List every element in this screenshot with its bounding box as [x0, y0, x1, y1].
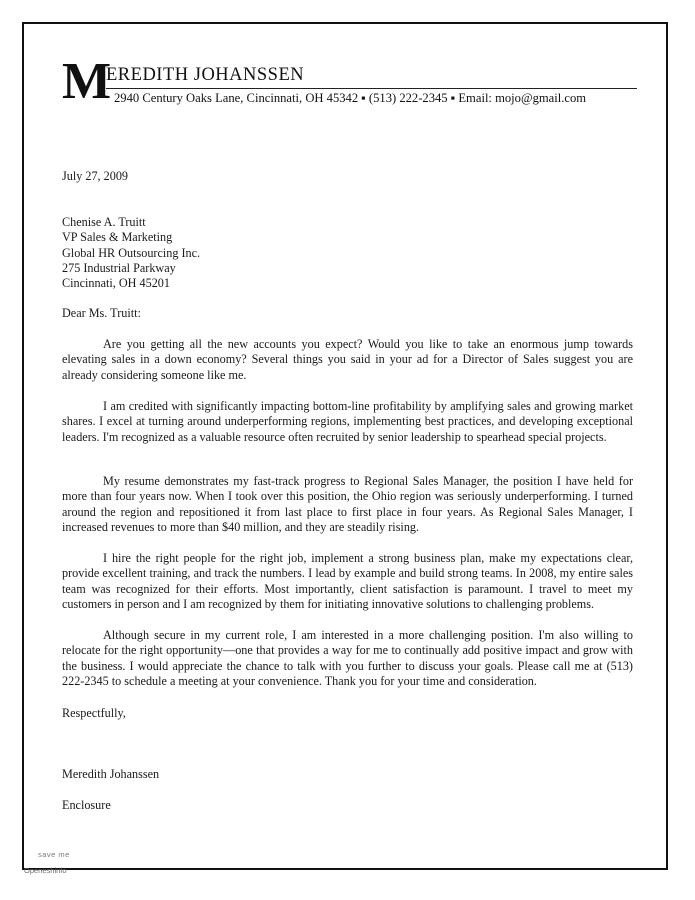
- watermark-save: save me: [38, 850, 70, 859]
- body-paragraph-1: Are you getting all the new accounts you expect? Would you like to take an enormous jump towards elevating sales in a down economy? Several things you said in your ad for a Director of Sales suggest you are already considering someone like me.: [62, 337, 633, 382]
- signature-name: Meredith Johanssen: [62, 767, 160, 781]
- recipient-name: Chenise A. Truitt: [62, 215, 146, 229]
- letterhead-initial: M: [62, 53, 112, 110]
- recipient-title: VP Sales & Marketing: [62, 230, 173, 245]
- recipient-street: 275 Industrial Parkway: [62, 260, 176, 275]
- closing: Respectfully,: [62, 706, 126, 720]
- enclosure-note: Enclosure: [62, 798, 111, 812]
- letter-date: July 27, 2009: [62, 169, 129, 183]
- page-border: [22, 22, 668, 870]
- salutation: Dear Ms. Truitt:: [62, 306, 141, 320]
- recipient-city: Cincinnati, OH 45201: [62, 276, 170, 291]
- body-paragraph-5: Although secure in my current role, I am interested in a more challenging position. I'm also willing to relocate for the right opportunity—one that provides a way for me to continually add positive impact and grow with the business. I would appreciate the chance to talk with you further to discuss your goals. Please call me at (513) 222-2345 to schedule a meeting at your convenience. Thank you for your time and consideration.: [62, 628, 633, 688]
- letterhead: [62, 53, 637, 110]
- recipient-block: [62, 215, 200, 291]
- body-paragraph-2: I am credited with significantly impacting bottom-line profitability by amplifying sales and growing market shares. I excel at turning around underperforming regions, implementing best practices, and developing exceptional leaders. I'm recognized as a valuable resource often recruited by senior leadership to spearhead special projects.: [62, 399, 633, 444]
- watermark-brand: Openeshinfo: [24, 866, 67, 875]
- letterhead-rule: [106, 88, 637, 89]
- letterhead-contact: 2940 Century Oaks Lane, Cincinnati, OH 45342 ▪ (513) 222-2345 ▪ Email: mojo@gmail.com: [114, 91, 587, 105]
- body-paragraph-3: My resume demonstrates my fast-track progress to Regional Sales Manager, the position I have held for more than four years now. When I took over this position, the Ohio region was seriously underperforming. I turned around the region and repositioned it from last place to first place in four years. As Regional Sales Manager, I increased revenues to more than $40 million, and they are steadily rising.: [62, 474, 633, 534]
- body-paragraph-4: I hire the right people for the right job, implement a strong business plan, make my expectations clear, provide excellent training, and track the numbers. I lead by example and build strong teams. In 2008, my entire sales team was recognized for their efforts. Most importantly, client satisfaction is paramount. I travel to meet my customers in person and I am recognized by them for initiating innovative solutions to challenging problems.: [62, 551, 633, 611]
- recipient-company: Global HR Outsourcing Inc.: [62, 245, 201, 260]
- letterhead-name: EREDITH JOHANSSEN: [106, 65, 305, 85]
